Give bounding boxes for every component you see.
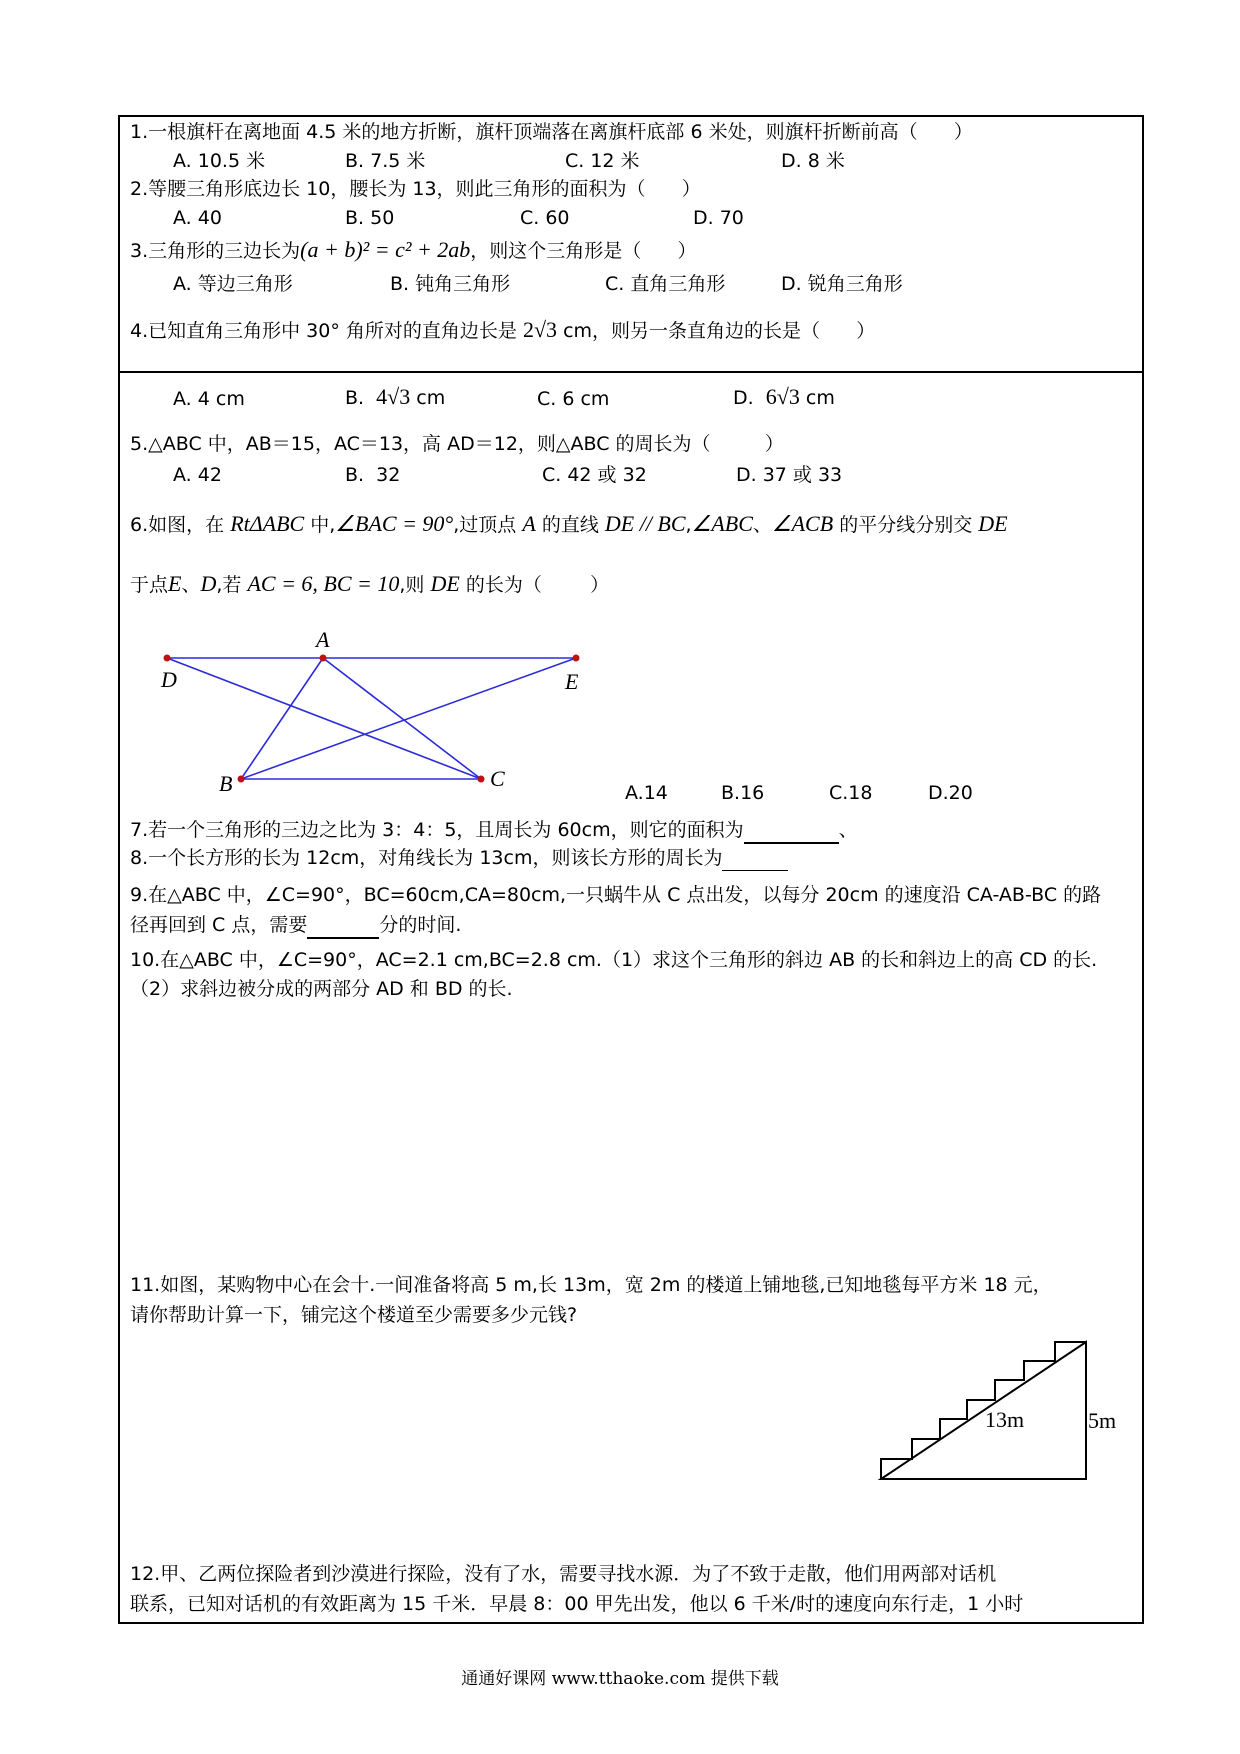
q8-answer-blank[interactable]: [722, 846, 788, 871]
line-eb: [241, 658, 576, 779]
q11-line1: 11.如图，某购物中心在会十.一间准备将高 5 m,长 13m，宽 2m 的楼道上铺地毯,已知地毯每平方米 18 元，: [130, 1274, 1052, 1296]
q4-option-a: A. 4 cm: [173, 388, 245, 410]
q3-option-c: C. 直角三角形: [605, 273, 726, 295]
q1-option-b: B. 7.5 米: [345, 150, 426, 172]
q2-option-d: D. 70: [693, 207, 744, 229]
q4-option-c: C. 6 cm: [537, 388, 610, 410]
q2-option-b: B. 50: [345, 207, 395, 229]
label-a: A: [316, 627, 330, 652]
q10-line1: 10.在△ABC 中，∠C=90°，AC=2.1 cm,BC=2.8 cm.（1）求这个三角形的斜边 AB 的长和斜边上的高 CD 的长.: [130, 949, 1098, 971]
page-footer: 通通好课网 www.tthaoke.com 提供下载: [461, 1669, 779, 1689]
q5-option-c: C. 42 或 32: [542, 464, 647, 486]
q3-option-d: D. 锐角三角形: [781, 273, 903, 295]
q9-answer-blank[interactable]: [307, 913, 379, 939]
q3-suffix: ，则这个三角形是（ ）: [470, 240, 697, 262]
divider-rule: [118, 371, 1144, 373]
q4-stem: [130, 318, 875, 343]
q3-prefix: 3.三角形的三边长为: [130, 240, 301, 262]
q3-formula: (a + b)² = c² + 2ab: [300, 237, 471, 262]
top-rule: [118, 115, 1144, 117]
q6-option-b: B.16: [721, 782, 765, 804]
q5-option-b: B. 32: [345, 464, 401, 486]
q9-line1: 9.在△ABC 中，∠C=90°，BC=60cm,CA=80cm,一只蜗牛从 C 点出发，以每分 20cm 的速度沿 CA-AB-BC 的路: [130, 884, 1102, 906]
q1-stem: 1.一根旗杆在离地面 4.5 米的地方折断，旗杆顶端落在离旗杆底部 6 米处，则旗杆折断前高（ ）: [130, 121, 973, 143]
q11-stair-figure: [875, 1335, 1135, 1490]
q3-option-b: B. 钝角三角形: [390, 273, 511, 295]
q6-option-a: A.14: [625, 782, 668, 804]
q1-option-d: D. 8 米: [781, 150, 845, 172]
label-b: B: [219, 771, 233, 796]
q4-prefix: 4.已知直角三角形中 30° 角所对的直角边长是: [130, 320, 517, 342]
q5-stem: 5.△ABC 中，AB＝15，AC＝13，高 AD＝12，则△ABC 的周长为（ ）: [130, 433, 784, 455]
point-a: [320, 655, 327, 662]
bottom-rule: [118, 1622, 1144, 1624]
q2-stem: 2.等腰三角形底边长 10，腰长为 13，则此三角形的面积为（ ）: [130, 178, 701, 200]
q3-option-a: A. 等边三角形: [173, 273, 293, 295]
label-height: 5m: [1088, 1408, 1117, 1433]
label-c: C: [490, 766, 505, 791]
q5-option-a: A. 42: [173, 464, 222, 486]
q8-stem: 8.一个长方形的长为 12cm，对角线长为 13cm，则该长方形的周长为: [130, 846, 788, 871]
q11-line2: 请你帮助计算一下，铺完这个楼道至少需要多少元钱?: [130, 1304, 578, 1326]
label-d: D: [161, 667, 177, 692]
point-e: [573, 655, 580, 662]
q4-value: 2√3: [522, 317, 558, 342]
line-dc: [167, 658, 481, 779]
q1-option-a: A. 10.5 米: [173, 150, 266, 172]
q9-line2: 径再回到 C 点，需要 分的时间.: [130, 913, 461, 939]
q7-stem: 7.若一个三角形的三边之比为 3：4：5，且周长为 60cm，则它的面积为 、: [130, 818, 858, 844]
point-d: [164, 655, 171, 662]
point-c: [478, 776, 485, 783]
q6-line1: 6.如图，在 RtΔABC 中,∠BAC = 90°,过顶点 A 的直线 DE // BC,∠ABC、∠ACB 的平分线分别交 DE: [130, 511, 1008, 536]
q12-line2: 联系，已知对话机的有效距离为 15 千米．早晨 8：00 甲先出发，他以 6 千米/时的速度向东行走，1 小时: [130, 1593, 1024, 1615]
label-e: E: [565, 669, 579, 694]
q4-suffix: cm，则另一条直角边的长是（ ）: [563, 320, 876, 342]
q6-option-c: C.18: [829, 782, 873, 804]
q4-option-b: B. 4√3 cm: [345, 384, 446, 409]
label-hypotenuse: 13m: [985, 1407, 1025, 1432]
q1-option-c: C. 12 米: [565, 150, 640, 172]
q6-option-d: D.20: [928, 782, 973, 804]
q10-line2: （2）求斜边被分成的两部分 AD 和 BD 的长.: [130, 978, 513, 1000]
q7-answer-blank[interactable]: [744, 818, 839, 844]
q6-figure: [150, 620, 610, 800]
q12-line1: 12.甲、乙两位探险者到沙漠进行探险，没有了水，需要寻找水源．为了不致于走散，他们用两部对话机: [130, 1563, 997, 1585]
q3-stem: [130, 238, 697, 263]
q4-option-d: D. 6√3 cm: [733, 384, 835, 409]
q2-option-c: C. 60: [520, 207, 570, 229]
line-ab: [241, 658, 323, 779]
point-b: [238, 776, 245, 783]
q6-line2: 于点E、D,若 AC = 6, BC = 10,则 DE 的长为（ ）: [130, 571, 610, 596]
q2-option-a: A. 40: [173, 207, 222, 229]
q5-option-d: D. 37 或 33: [736, 464, 843, 486]
line-ac: [323, 658, 481, 779]
